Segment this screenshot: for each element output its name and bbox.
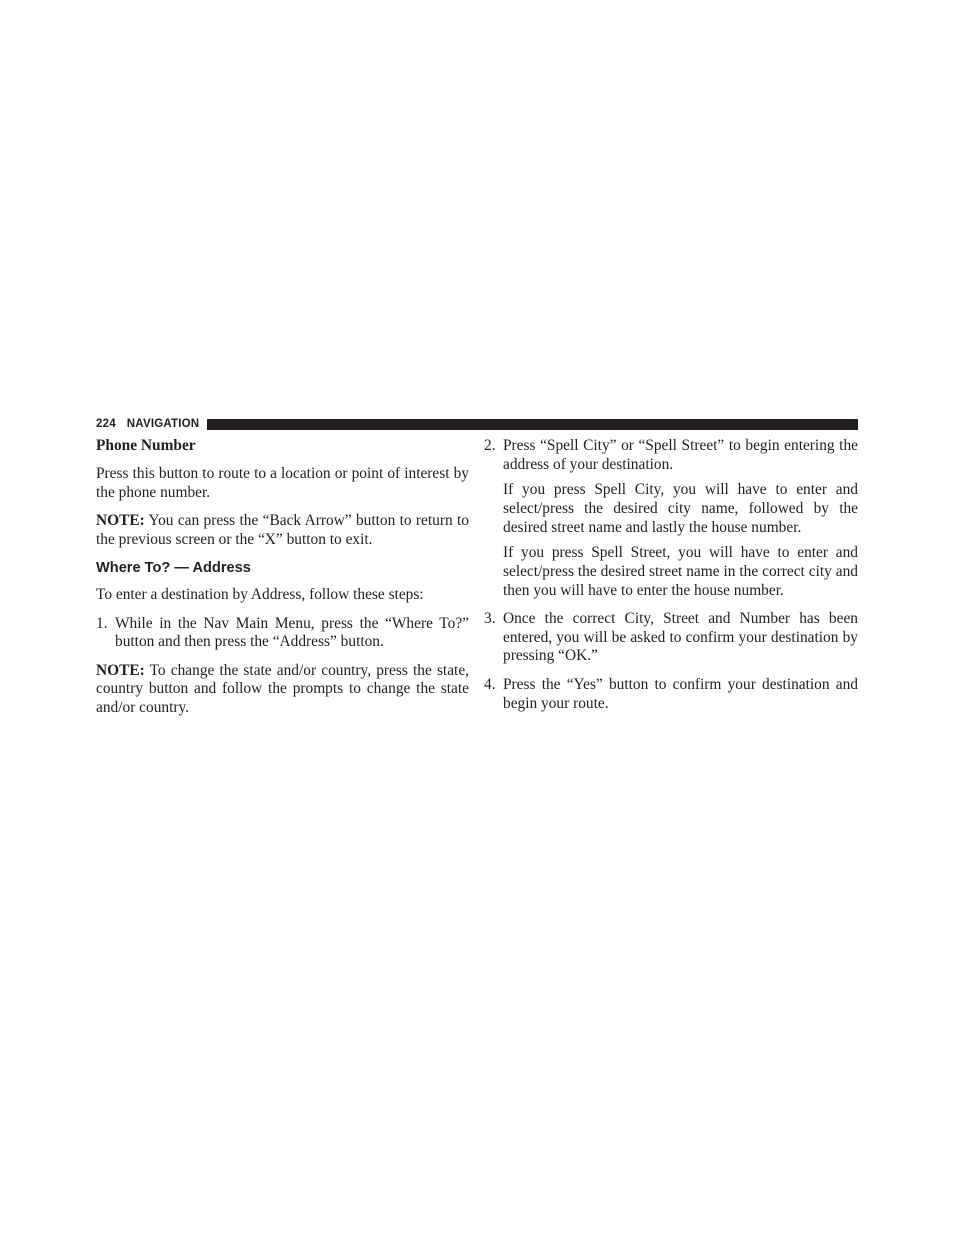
step-number: 1. [96,614,108,632]
section-title: NAVIGATION [126,418,200,430]
phone-number-heading: Phone Number [96,437,196,454]
list-item-step-2 [484,437,858,600]
list-item-step-4 [484,676,858,714]
note-label: NOTE: [96,661,145,679]
step-number: 2. [484,437,496,454]
step-2-spell-city: If you press Spell City, you will have to enter and select/press the desired city name, followed by the desired street name and lastly the house number. [503,481,858,536]
address-heading: Where To? — Address [96,560,251,577]
list-item-step-3 [484,610,858,666]
header-rule [207,419,858,430]
step-number: 4. [484,675,496,693]
note-state-country [96,662,469,718]
step-text: Press “Spell City” or “Spell Street” to begin entering the address of your destination. [503,437,858,473]
step-number: 3. [484,609,496,627]
step-2-spell-street: If you press Spell Street, you will have to enter and select/press the desired street name in the correct city and then you will have to enter the house number. [503,543,858,599]
page-header [96,417,858,431]
step-text: Once the correct City, Street and Number has been entered, you will be asked to confirm your destination by pressing “OK.” [503,609,858,665]
address-intro: To enter a destination by Address, follow these steps: [96,586,424,604]
note-text: To change the state and/or country, press the state, country button and follow the prompts to change the state and/or country. [96,661,469,717]
step-text: While in the Nav Main Menu, press the “Where To?” button and then press the “Address” button. [115,614,469,651]
note-back-arrow [96,512,469,550]
phone-number-paragraph: Press this button to route to a location or point of interest by the phone number. [96,465,469,502]
page-number: 224 [96,418,116,430]
step-text: Press the “Yes” button to confirm your destination and begin your route. [503,675,858,712]
right-column [484,437,858,723]
list-item-step-1 [96,615,469,653]
note-text: You can press the “Back Arrow” button to return to the previous screen or the “X” button to exit. [96,512,469,549]
note-label: NOTE: [96,512,145,530]
left-column [96,437,469,728]
